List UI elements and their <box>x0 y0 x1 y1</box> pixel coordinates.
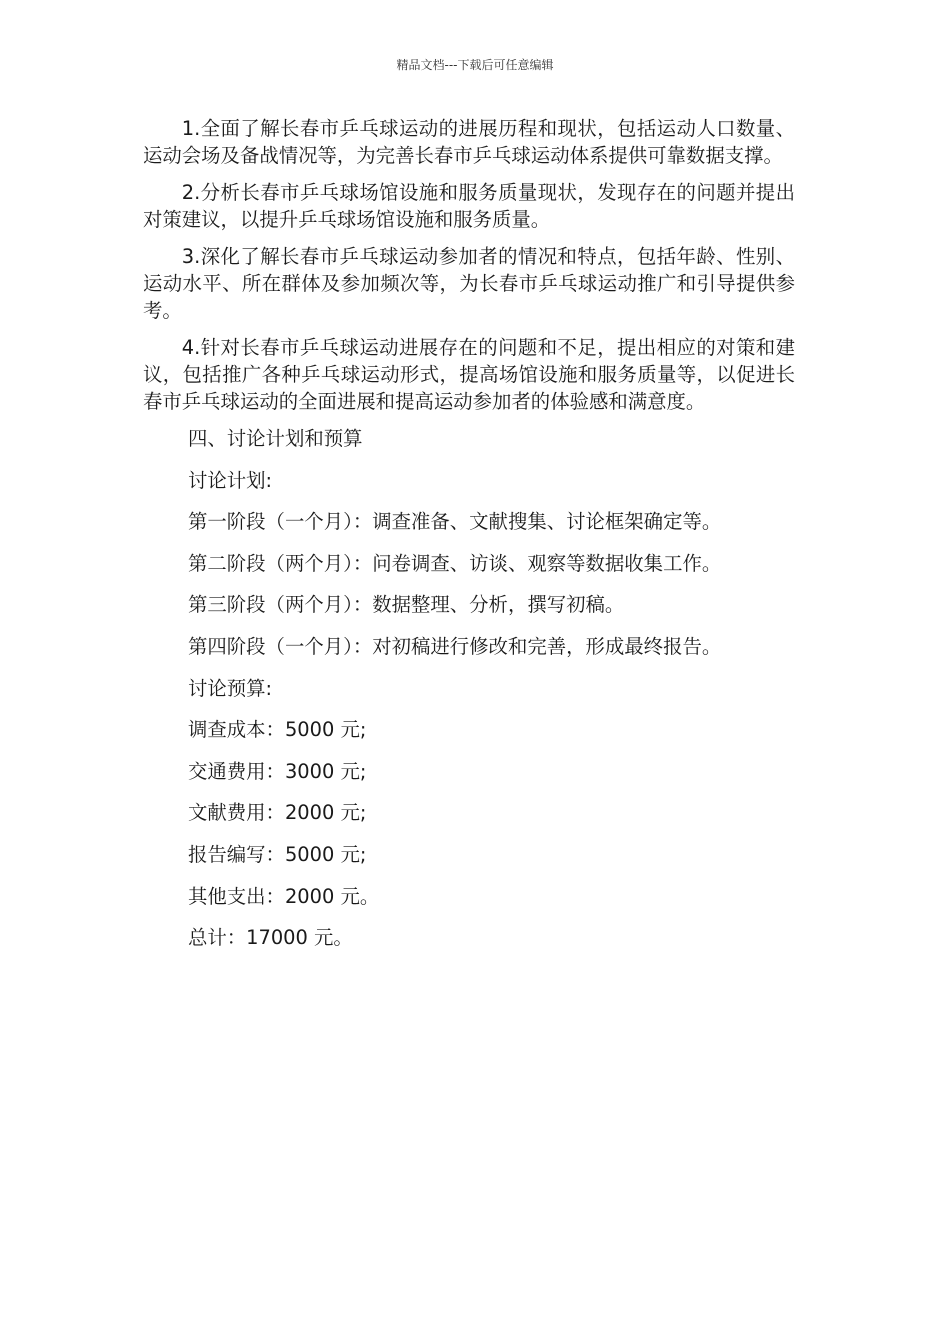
budget-item-4: 报告编写：5000 元; <box>188 842 367 866</box>
objective-paragraph-1: 1.全面了解长春市乒乓球运动的进展历程和现状，包括运动人口数量、运动会场及备战情况等，为完善长春市乒乓球运动体系提供可靠数据支撑。 <box>143 117 795 167</box>
budget-item-1: 调查成本：5000 元; <box>188 718 367 742</box>
plan-budget-section <box>143 425 795 966</box>
objective-paragraph-2: 2.分析长春市乒乓球场馆设施和服务质量现状，发现存在的问题并提出对策建议，以提升乒乓球场馆设施和服务质量。 <box>143 181 795 231</box>
page-header: 精品文档---下载后可任意编辑 <box>396 58 554 72</box>
document-body <box>143 115 795 966</box>
budget-total: 总计：17000 元。 <box>188 926 353 950</box>
budget-item-5: 其他支出：2000 元。 <box>188 884 380 908</box>
section-heading: 四、讨论计划和预算 <box>188 427 363 450</box>
plan-item-2: 第二阶段（两个月）：问卷调查、访谈、观察等数据收集工作。 <box>188 551 722 575</box>
plan-item-4: 第四阶段（一个月）：对初稿进行修改和完善，形成最终报告。 <box>188 634 722 658</box>
budget-label: 讨论预算: <box>188 676 273 700</box>
objective-paragraph-4: 4.针对长春市乒乓球运动进展存在的问题和不足，提出相应的对策和建议，包括推广各种乒乓球运动形式，提高场馆设施和服务质量等，以促进长春市乒乓球运动的全面进展和提高运动参加者的体验感和满意度。 <box>143 336 795 413</box>
budget-item-2: 交通费用：3000 元; <box>188 759 367 783</box>
plan-label: 讨论计划: <box>188 468 273 492</box>
objective-paragraph-3: 3.深化了解长春市乒乓球运动参加者的情况和特点，包括年龄、性别、运动水平、所在群体及参加频次等，为长春市乒乓球运动推广和引导提供参考。 <box>143 245 795 322</box>
plan-item-1: 第一阶段（一个月）：调查准备、文献搜集、讨论框架确定等。 <box>188 510 722 534</box>
budget-item-3: 文献费用：2000 元; <box>188 801 367 825</box>
plan-item-3: 第三阶段（两个月）：数据整理、分析，撰写初稿。 <box>188 593 625 617</box>
